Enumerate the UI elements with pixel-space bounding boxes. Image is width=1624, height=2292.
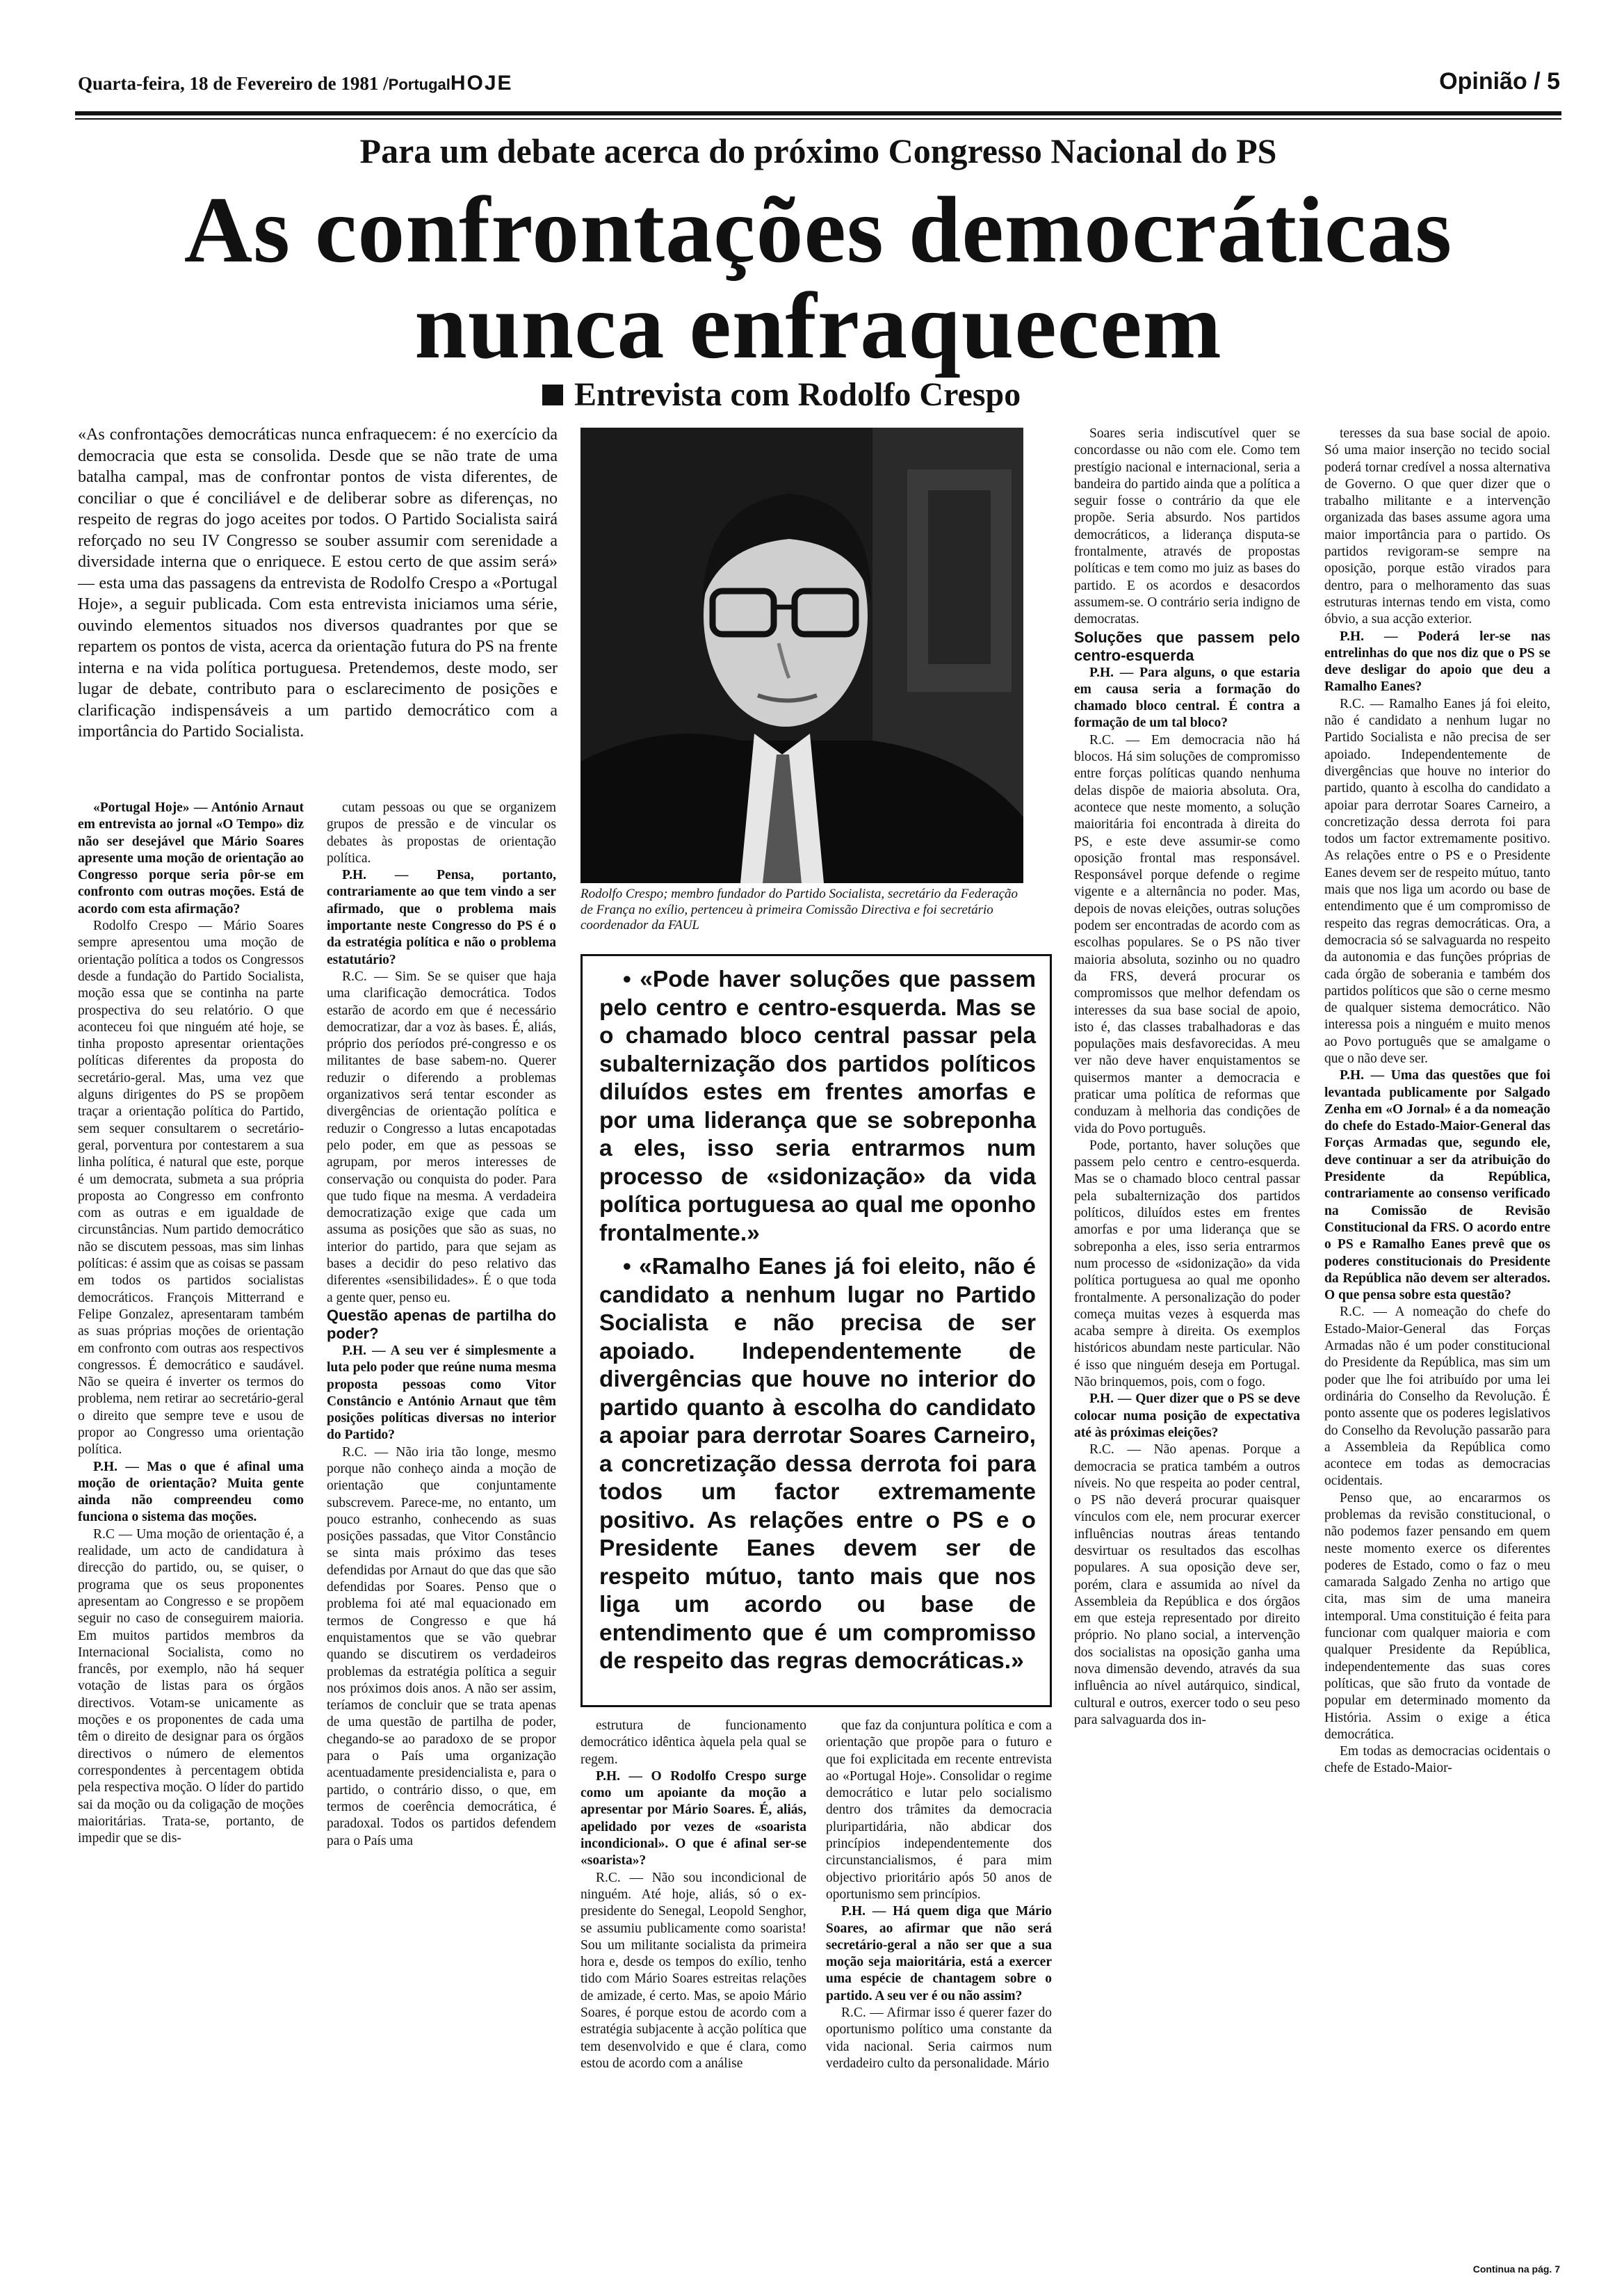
pull-quote-1: • «Pode haver soluções que passem pelo centro e centro-esquerda. Mas se o chamado bloco central passar pela subalternização dos partidos políticos diluídos estes em frentes amorfas e por uma liderança que se sobreponha a eles, isso seria entrarmos num processo de «sidonização» da vida política portuguesa ao qual me oponho frontalmente.» bbox=[599, 967, 1036, 1246]
column-3 bbox=[580, 1718, 806, 2218]
pull-quote-box bbox=[580, 954, 1052, 1707]
answer: R.C — Uma moção de orientação é, a realidade, um acto de candidatura à direcção do partido, ou, se quiser, o programa que os seus proponentes apresentam ao Congresso e se propõem seguir no caso de conseguirem maioria. Em muitos partidos membros da Internacional Socialista, como no francês, por exemplo, não há sequer votação de listas para os órgãos directivos. Votam-se unicamente as moções e os proponentes de cada uma têm o direito de designar para os órgãos directivos o número de elementos correspondentes à percentagem obtida pela respectiva moção. O líder do partido sai da moção ou da coligação de moções maioritárias. Trata-se, portanto, de impedir que se dis- bbox=[78, 1526, 304, 1846]
question: P.H. — Quer dizer que o PS se deve colocar numa posição de expectativa até às próximas eleições? bbox=[1074, 1391, 1300, 1440]
masthead-logo: PortugalHOJE bbox=[388, 72, 513, 95]
headline-line-1: As confrontações democráticas bbox=[184, 178, 1453, 282]
section-heading: Soluções que passem pelo centro-esquerda bbox=[1074, 628, 1300, 664]
section-label bbox=[1439, 68, 1560, 95]
answer: que faz da conjuntura política e com a orientação que propõe para o futuro e que foi explicitada em recente entrevista ao «Portugal Hoje». Consolidar o regime democrático e lutar pelo socialismo dentro dos trâmites da democracia pluripartidária, não abdicar dos princípios independentemente dos circunstancialismos, é para mim objectivo prioritário após 50 anos de oportunismo sem princípios. bbox=[826, 1718, 1052, 1902]
answer: Pode, portanto, haver soluções que passem pelo centro e centro-esquerda. Mas se o chamado bloco central passar pela subalternização dos partidos políticos, diluídos estes em frentes amorfas e por uma liderança que se sobreponha a eles, isso seria entrarmos num processo de «sidonização» da vida política portuguesa ao qual me oponho frontalmente. A personalização do poder começa muitas vezes à esquerda mas acaba sempre à direita. Os exemplos históricos abundam neste particular. Não é isso que ninguém deseja em Portugal. Não brinquemos, pois, com o fogo. bbox=[1074, 1138, 1300, 1390]
subtitle: Entrevista com Rodolfo Crespo bbox=[542, 376, 1021, 414]
answer: teresses da sua base social de apoio. Só uma maior inserção no tecido social poderá tornar credível a nossa alternativa de Governo. O que quer dizer que o trabalho militante e a intervenção organizada das bases assume agora uma maior importância para o partido. Os partidos revigoram-se sempre na oposição, porque estão virados para dentro, para o melhoramento das suas estruturas internas tendo em vista, como óbvio, a sua acção exterior. bbox=[1324, 426, 1550, 627]
answer: R.C. — Não iria tão longe, mesmo porque não conheço ainda a moção de orientação que conjuntamente subscrevem. Parece-me, no entanto, um pouco estranho, conhecendo as suas posições passadas, que Vitor Constâncio se sinta mais próximo das teses defendidas por Arnaut do que das que são defendidas por Soares. Penso que o problema foi até mal equacionado em termos de Congresso e que há enquistamentos que se vão quebrar quando se discutirem os verdadeiros problemas da estratégia política a seguir nos próximos dois anos. A não ser assim, teríamos de concluir que se trata apenas de uma questão de partilha de poder, chegando-se ao paradoxo de se propor para o País uma organização acentuadamente presidencialista e, para o partido, o contrário disso, o que, em termos de coerência democrática, é paradoxal. Todos os partidos defendem para o País uma bbox=[327, 1444, 556, 1848]
question: P.H. — Poderá ler-se nas entrelinhas do que nos diz que o PS se deve desligar do apoio que deu a Ramalho Eanes? bbox=[1324, 629, 1550, 695]
page-number: / 5 bbox=[1534, 68, 1560, 95]
answer: R.C. — Não sou incondicional de ninguém. Até hoje, aliás, só o ex-presidente do Senegal, Leopold Senghor, se assumiu publicamente como soarista! Sou um militante socialista da primeira hora e, desde os tempos do exílio, tenho tido com Mário Soares estreitas relações de amizade, é certo. Mas, se apoio Mário Soares, é porque estou de acordo com a estratégia subjacente à acção política que tem desenvolvido e que é clara, como estou de acordo com a análise bbox=[580, 1870, 806, 2071]
headline bbox=[75, 178, 1561, 378]
question: P.H. — Uma das questões que foi levantada publicamente por Salgado Zenha em «O Jornal» é a da nomeação do chefe do Estado-Maior-General das Forças Armadas que, segundo ele, deve continuar a ser da atribuição do Presidente da República, contrariamente ao consenso verificado na Comissão de Revisão Constitucional da FRS. O acordo entre o PS e Ramalho Eanes prevê que os poderes constitucionais do Presidente da República não devem ser alterados. O que pensa sobre esta questão? bbox=[1324, 1068, 1550, 1303]
pull-quote-2: • «Ramalho Eanes já foi eleito, não é candidato a nenhum lugar no Partido Socialista e não precisa de ser apoiado. Independentemente de divergências que houve no interior do partido quanto à escolha do candidato a apoiar para derrotar Soares Carneiro, a concretização dessa derrota foi para todos um factor extremamente positivo. As relações entre o PS e o Presidente Eanes devem ser de respeito mútuo, tanto mais que nos liga um acordo ou base de entendimento que é um compromisso de respeito das regras democráticas.» bbox=[599, 1254, 1036, 1674]
answer: R.C. — Afirmar isso é querer fazer do oportunismo político uma constante da vida nacional. Seria cairmos num verdadeiro culto da personalidade. Mário bbox=[826, 2006, 1052, 2071]
question: P.H. — Mas o que é afinal uma moção de orientação? Muita gente ainda não compreendeu como funciona o sistema das moções. bbox=[78, 1459, 304, 1525]
answer: R.C. — Em democracia não há blocos. Há sim soluções de compromisso entre forças políticas quando nenhuma delas dispõe de maioria absoluta. Ora, acontece que neste momento, a solução maioritária foi encontrada à direita do PS, e este deve assumir-se como oposição frontal mas responsável. Responsável porque defende o regime vigente e a alternância no poder. Mas, depois de novas eleições, outras soluções podem ser encontradas de acordo com as escolhas populares. Se o PS não tiver maioria absoluta, sozinho ou no quadro da FRS, deverá procurar os compromissos que melhor defendam os interesses da sua base social de apoio, isto é, das classes trabalhadoras e das populações mais desfavorecidas. A meu ver não deve haver enquistamentos se quisermos manter a democracia e praticar uma política de reformas que conduzam à melhoria das condições de vida do Povo português. bbox=[1074, 732, 1300, 1136]
answer: estrutura de funcionamento democrático idêntica àquela pela qual se regem. bbox=[580, 1718, 806, 1767]
column-1 bbox=[78, 800, 304, 2225]
column-6 bbox=[1324, 426, 1550, 2247]
answer: R.C. — Sim. Se se quiser que haja uma clarificação democrática. Todos estarão de acordo em que é necessário democratizar, dar a voz às bases. É, aliás, próprio dos períodos pré-congresso e os militantes de base sabem-no. Querer reduzir o diferendo a problemas organizativos será tentar esconder as divergências de orientação política e reduzir o Congresso a lutas encapotadas pelo poder, em que as pessoas se agrupam, por meros interesses de conservação ou conquista do poder. Para que tudo fique na mesma. A verdadeira democratização exige que cada um assuma as posições que são as suas, no interior do partido, para que sejam as bases a decidir do peso relativo das diferentes «sensibilidades». É o que toda a gente quer, penso eu. bbox=[327, 969, 556, 1305]
question: P.H. — Para alguns, o que estaria em causa seria a formação do chamado bloco central. É contra a formação de um tal bloco? bbox=[1074, 665, 1300, 731]
square-bullet-icon bbox=[542, 385, 563, 405]
column-4 bbox=[826, 1718, 1052, 2218]
question: «Portugal Hoje» — António Arnaut em entrevista ao jornal «O Tempo» diz não ser desejável que Mário Soares apresente uma moção de orientação ao Congresso porque seria pôr-se em confronto com outras moções. Está de acordo com esta afirmação? bbox=[78, 800, 304, 917]
answer: Penso que, ao encararmos os problemas da revisão constitucional, o não podemos fazer pensando em quem neste momento exerce os diferentes poderes de Estado, como o faz o meu camarada Salgado Zenha no artigo que cita, mas sim de uma maneira intemporal. Uma constituição é feita para funcionar com qualquer maioria e com qualquer Presidente da República, independentemente das suas cores políticas, que são fruto da vontade de popular em determinado momento da História. Assim o exige a ética democrática. bbox=[1324, 1490, 1550, 1742]
photo-caption: Rodolfo Crespo; membro fundador do Partido Socialista, secretário da Federação de França no exílio, pertenceu à primeira Comissão Directiva e foi secretário coordenador da FAUL bbox=[580, 887, 1018, 933]
answer: Em todas as democracias ocidentais o chefe de Estado-Maior- bbox=[1324, 1744, 1550, 1776]
question: P.H. — Pensa, portanto, contrariamente ao que tem vindo a ser afirmado, que o problema mais importante neste Congresso do PS é o da estratégia política e não o problema estatutário? bbox=[327, 868, 556, 967]
answer: cutam pessoas ou que se organizem grupos de pressão e de vincular os debates às propostas de orientação política. bbox=[327, 800, 556, 866]
headline-line-2: nunca enfraquecem bbox=[414, 274, 1222, 378]
portrait-illustration bbox=[580, 428, 1023, 883]
intro-paragraph bbox=[78, 424, 558, 800]
question: P.H. — Há quem diga que Mário Soares, ao afirmar que não será secretário-geral a não ser que a sua moção seja maioritária, está a exercer uma espécie de chantagem sobre o partido. A seu ver é ou não assim? bbox=[826, 1904, 1052, 2003]
continued-note: Continua na pág. 7 bbox=[1472, 2263, 1560, 2275]
column-5 bbox=[1074, 426, 1300, 2227]
section-heading: Questão apenas de partilha do poder? bbox=[327, 1306, 556, 1342]
question: P.H. — O Rodolfo Crespo surge como um apoiante da moção a apresentar por Mário Soares. É, aliás, apelidado por vezes de «soarista incondicional». O que é afinal ser-se «soarista»? bbox=[580, 1768, 806, 1869]
date-text: Quarta-feira, 18 de Fevereiro de 1981 / bbox=[78, 73, 389, 94]
portrait-photo bbox=[580, 428, 1023, 883]
answer: R.C. — Não apenas. Porque a democracia se pratica também a outros níveis. No que respeita ao poder central, o PS não deverá procurar quaisquer vínculos com ele, nem procurar exercer influências noutras áreas tentando desvirtuar os resultados das escolhas populares. A sua oposição deve ser, porém, clara e assumida ao nível da Assembleia da República e dos órgãos em que esteja representado por direito próprio. No plano social, a intervenção dos socialistas na oposição ganha uma nova dimensão devendo, através da sua influência ao nível autárquico, sindical, cultural e outros, exercer todo o seu peso para salvaguarda dos in- bbox=[1074, 1442, 1300, 1727]
answer: R.C. — Ramalho Eanes já foi eleito, não é candidato a nenhum lugar no Partido Socialista e não precisa de ser apoiado. Independentemente de divergências que houve no interior do partido, quanto à escolha do candidato a apoiar para derrotar Soares Carneiro, a concretização dessa derrota foi para todos um factor extremamente positivo. As relações entre o PS e o Presidente Eanes devem ser de respeito mútuo, tanto mais que nos liga um acordo ou base de entendimento que é um compromisso de respeito das regras democráticas. Ora, a democracia só se salvaguarda no respeito da autonomia e das funções próprias de cada órgão de soberania e também dos partidos políticos que são o cerne mesmo de qualquer sistema democrático. Não interessa pois a ninguém e muito menos ao Povo português que se amalgame o que o não deve ser. bbox=[1324, 696, 1550, 1066]
answer: Rodolfo Crespo — Mário Soares sempre apresentou uma moção de orientação política a todos os Congressos desde a fundação do Partido Socialista, moção essa que se continha na parte prospectiva do seu relatório. O que aconteceu foi que ninguém até hoje, se tinha proposto apresentar orientações políticas diferentes da proposta do secretário-geral. Mas, uma vez que alguns dirigentes do PS se propõem traçar a orientação política do Partido, sem sequer consultarem o secretário-geral, porventura por contestarem a sua linha política, é natural que este, porque é um democrata, submeta a sua própria proposta ao Congresso em confronto com as outras e em igualdade de circunstâncias. Num partido democrático não se discutem pessoas, mas sim linhas políticas: é assim que as coisas se passam em todos os partidos socialistas democráticos. François Mitterrand e Felipe Gonzalez, apresentaram também as suas próprias moções de orientação em confronto com outras aos respectivos congressos. É democrático e saudável. Não se queira é inverter os termos do problema, nem retirar ao secretário-geral o direito que sempre teve e usou de propor ao Congresso uma orientação política. bbox=[78, 919, 304, 1458]
column-2 bbox=[327, 800, 556, 1848]
header-rule bbox=[75, 111, 1561, 115]
header-rule-thin bbox=[75, 118, 1561, 120]
answer: Soares seria indiscutível quer se concordasse ou não com ele. Como tem prestígio nacional e internacional, seria a bandeira do partido ainda que a política a seguir fosse o contrário da que ele propõe. Seria absurdo. Nos partidos democráticos, a liderança disputa-se frontalmente, através de propostas políticas e tem como mo juiz as bases do partido. E os acordos e desacordos assumem-se. O contrário seria indigno de democratas. bbox=[1074, 426, 1300, 627]
section-name: Opinião bbox=[1439, 68, 1527, 95]
question: P.H. — A seu ver é simplesmente a luta pelo poder que reúne numa mesma proposta pessoas como Vitor Constâncio e António Arnaut que têm posições políticas diversas no interior do Partido? bbox=[327, 1343, 556, 1443]
intro-text: «As confrontações democráticas nunca enfraquecem: é no exercício da democracia que esta se consolida. Desde que se não trate de uma batalha campal, mas de confrontar pontos de vista diferentes, de conciliar o que é conciliável e de deliberar sobre as diferenças, no respeito de regras do jogo aceites por todos. O Partido Socialista sairá reforçado no seu IV Congresso se souber assumir com serenidade a diversidade interna que o enriquece. E estou certo de que assim será» — esta uma das passagens da entrevista de Rodolfo Crespo a «Portugal Hoje», a seguir publicada. Com esta entrevista iniciamos uma série, ouvindo elementos situados nos diversos quadrantes por que se repartem os pontos de vista, acerca da orientação futura do PS na frente interna e na vida política portuguesa. Pretendemos, deste modo, ser lugar de debate, contributo para o esclarecimento de posições e clarificação indispensáveis a um partido democrático com a importância do Partido Socialista. bbox=[78, 426, 558, 741]
kicker: Para um debate acerca do próximo Congresso Nacional do PS bbox=[359, 131, 1277, 170]
answer: R.C. — A nomeação do chefe do Estado-Maior-General das Forças Armadas não é um poder constitucional do Presidente da República, mas sim um poder que lhe foi atribuído por uma lei ordinária do Conselho da Revolução. É ponto assente que os poderes legislativos do Conselho da Revolução passarão para a Assembleia da República como acontece em todas as democracias ocidentais. bbox=[1324, 1305, 1550, 1489]
date-line bbox=[78, 72, 513, 95]
